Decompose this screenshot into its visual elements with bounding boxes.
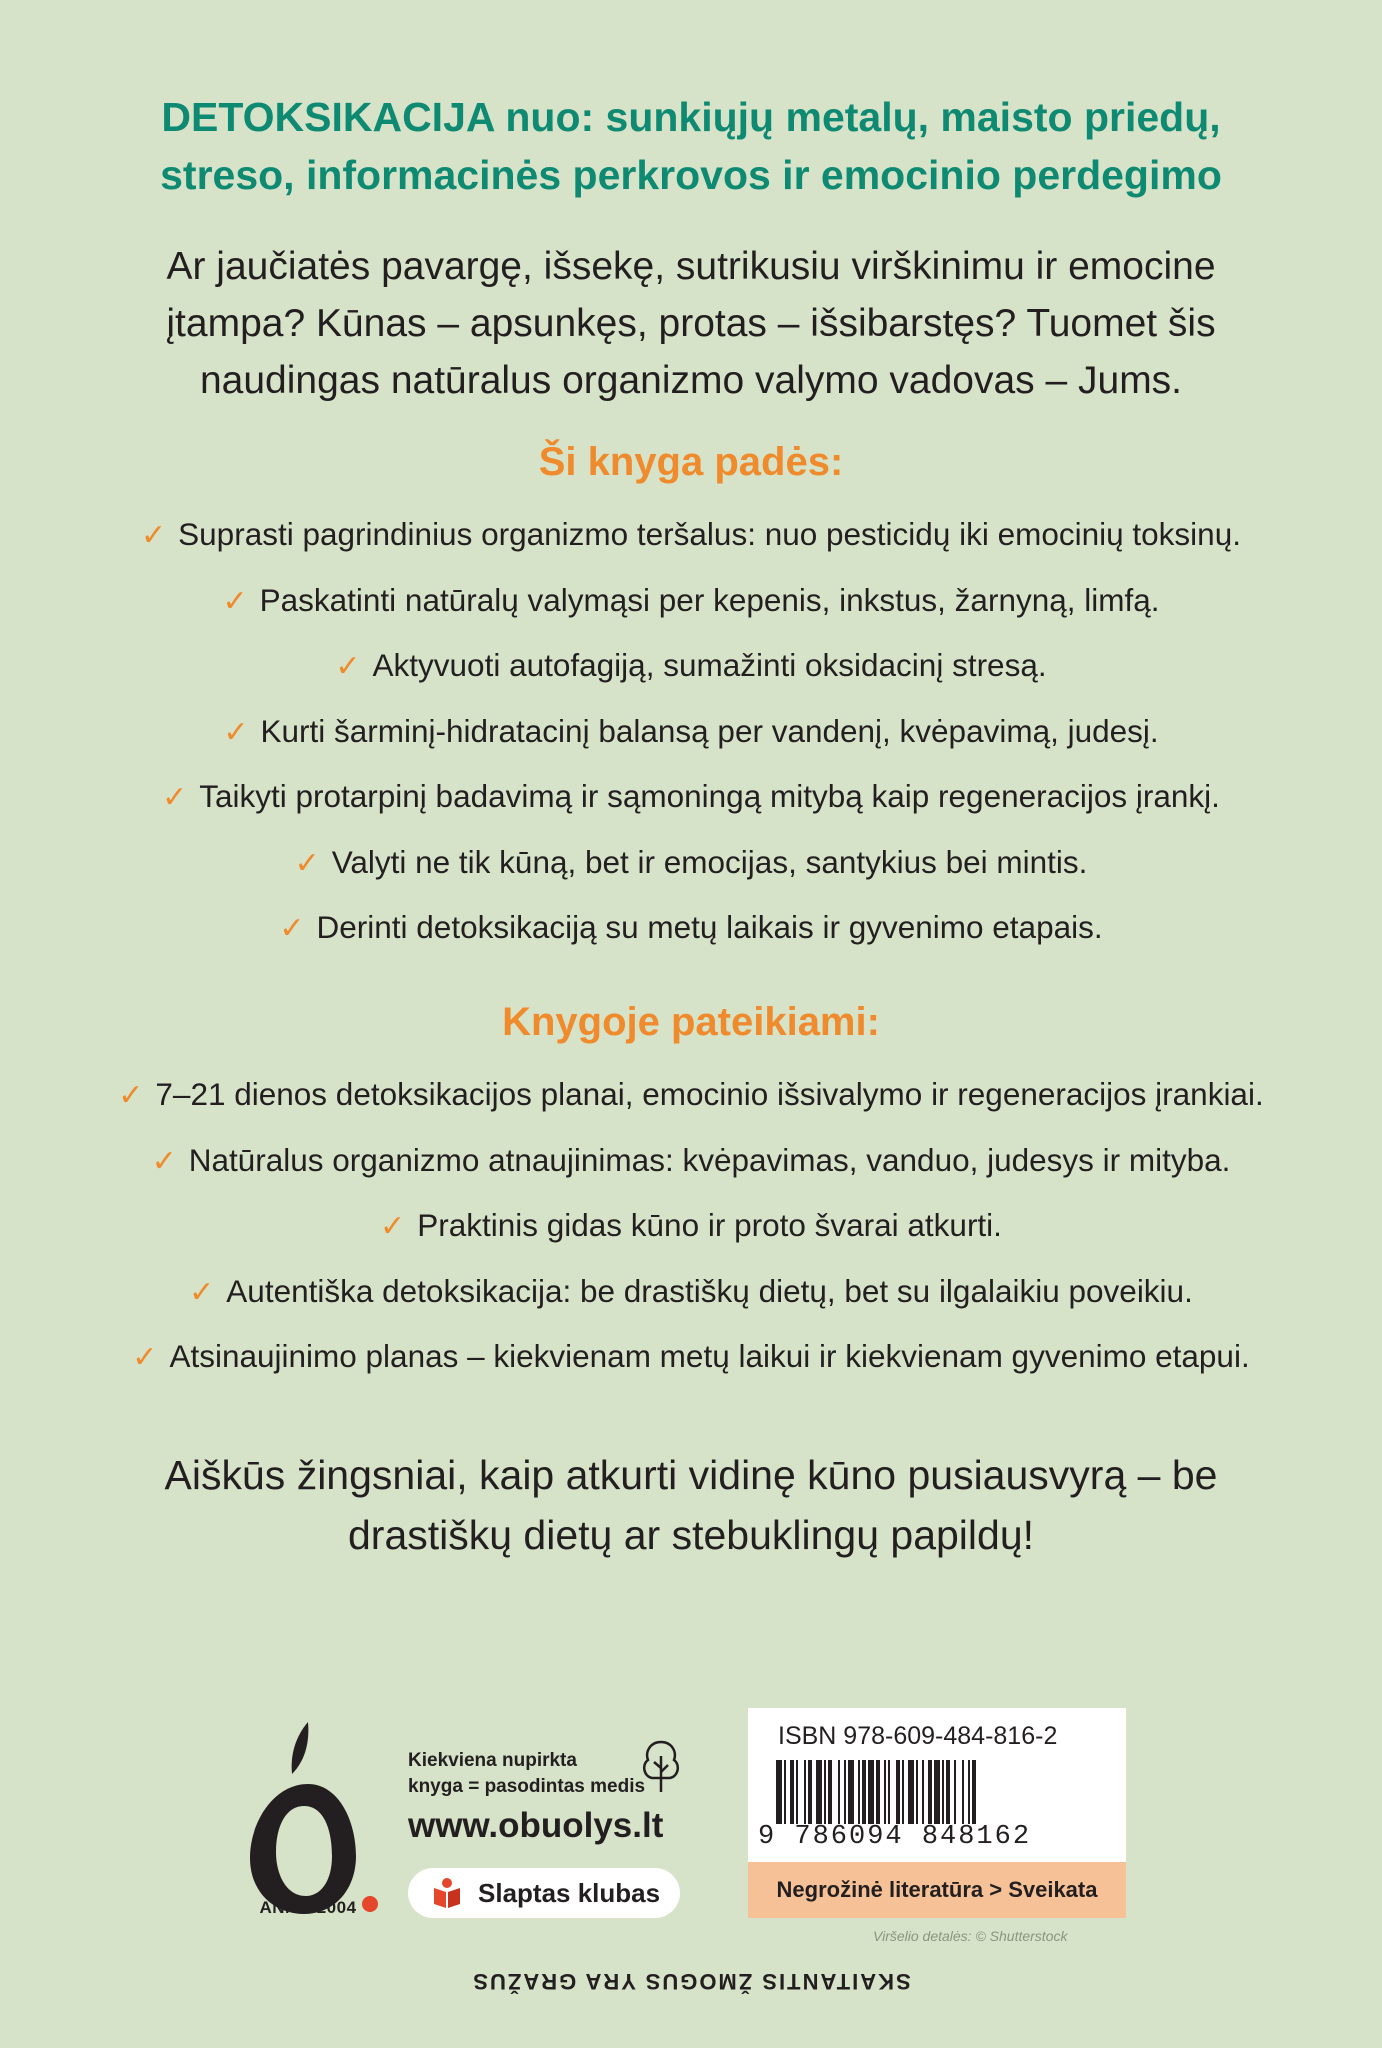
isbn-number: ISBN 978-609-484-816-2: [778, 1722, 1058, 1750]
barcode-bar: [928, 1760, 932, 1824]
list-item: ✓ Taikyti protarpinį badavimą ir sąmoningą mitybą kaip regeneracijos įrankį.: [162, 778, 1220, 814]
intro-line-3: naudingas natūralus organizmo valymo vadovas – Jums.: [199, 359, 1183, 402]
tree-icon: [640, 1738, 682, 1794]
barcode-bar: [828, 1760, 832, 1824]
closing-line-2: drastiškų dietų ar stebuklingų papildų!: [347, 1512, 1035, 1558]
secret-club-label: Slaptas klubas: [478, 1877, 661, 1908]
barcode-bar: [804, 1760, 806, 1824]
barcode-bar: [968, 1760, 970, 1824]
check-icon: ✓: [132, 1341, 158, 1374]
barcode-bar: [884, 1760, 886, 1824]
barcode-bar: [824, 1760, 826, 1824]
barcode-bar: [808, 1760, 812, 1824]
upside-down-slogan: SKAITANTIS ŽMOGUS YRA GRAŽUS: [471, 1969, 911, 1994]
barcode-bar: [816, 1760, 822, 1824]
barcode-bar: [862, 1760, 866, 1824]
barcode-bar: [922, 1760, 924, 1824]
headline-line-1: DETOKSIKACIJA nuo: sunkiųjų metalų, maisto priedų,: [161, 94, 1221, 140]
barcode-bar: [868, 1760, 874, 1824]
barcode-bar: [844, 1760, 846, 1824]
barcode-bar: [908, 1760, 914, 1824]
barcode-bar: [776, 1760, 782, 1824]
check-icon: ✓: [380, 1210, 406, 1243]
benefits-list: [40, 502, 1342, 961]
cover-credit: Viršelio detalės: © Shutterstock: [873, 1928, 1068, 1944]
check-icon: ✓: [118, 1079, 144, 1112]
section-title-benefits: Ši knyga padės:: [538, 440, 844, 484]
list-item: ✓ Valyti ne tik kūną, bet ir emocijas, santykius bei mintis.: [294, 843, 1088, 880]
barcode-bar: [934, 1760, 940, 1824]
list-item: ✓ Natūralus organizmo atnaujinimas: kvėpavimas, vanduo, judesys ir mityba.: [151, 1141, 1231, 1178]
check-icon: ✓: [335, 650, 361, 683]
check-icon: ✓: [223, 715, 249, 749]
check-icon: ✓: [279, 912, 305, 945]
publisher-logo-icon: [238, 1718, 378, 1918]
list-item: ✓ 7–21 dienos detoksikacijos planai, emocinio išsivalymo ir regeneracijos įrankiai.: [118, 1076, 1264, 1112]
barcode-bar: [848, 1760, 854, 1824]
barcode-bar: [784, 1760, 786, 1824]
list-item: ✓ Praktinis gidas kūno ir proto švarai atkurti.: [380, 1207, 1002, 1243]
barcode-bar: [916, 1760, 918, 1824]
closing-line-1: Aiškūs žingsniai, kaip atkurti vidinę kūno pusiausvyrą – be: [164, 1452, 1218, 1498]
list-item: ✓ Atsinaujinimo planas – kiekvienam metų laikui ir kiekvienam gyvenimo etapui.: [132, 1338, 1250, 1374]
intro-line-1: Ar jaučiatės pavargę, išsekę, sutrikusiu virškinimu ir emocine: [166, 245, 1216, 288]
barcode-bar: [876, 1760, 880, 1824]
barcode-block: [748, 1708, 1126, 1918]
barcode-bar: [896, 1760, 900, 1824]
list-item: ✓ Autentiška detoksikacija: be drastiškų dietų, bet su ilgalaikiu poveikiu.: [189, 1272, 1193, 1309]
check-icon: ✓: [151, 1144, 177, 1178]
secret-club-button[interactable]: [408, 1868, 680, 1918]
barcode-bar: [946, 1760, 950, 1824]
tree-slogan-line-2: knyga = pasodintas medis: [408, 1776, 646, 1797]
barcode-bars: [776, 1760, 1098, 1824]
intro-line-2: įtampa? Kūnas – apsunkęs, protas – išsibarstęs? Tuomet šis: [166, 302, 1216, 345]
barcode-bar: [902, 1760, 904, 1824]
headline: [80, 88, 1302, 204]
headline-line-2: streso, informacinės perkrovos ir emocinio perdegimo: [160, 152, 1222, 198]
book-reader-icon: [430, 1876, 464, 1910]
barcode-bar: [790, 1760, 794, 1824]
check-icon: ✓: [141, 519, 167, 552]
barcode-bar: [954, 1760, 956, 1824]
list-item: ✓ Suprasti pagrindinius organizmo teršalus: nuo pesticidų iki emocinių toksinų.: [141, 516, 1241, 552]
list-item: ✓ Kurti šarminį-hidratacinį balansą per vandenį, kvėpavimą, judesį.: [223, 712, 1159, 749]
section-title-contents: Knygoje pateikiami:: [502, 1000, 880, 1044]
barcode-bar: [888, 1760, 890, 1824]
barcode-bar: [796, 1760, 798, 1824]
check-icon: ✓: [189, 1275, 215, 1309]
contents-list: [40, 1062, 1342, 1390]
check-icon: ✓: [294, 846, 320, 880]
barcode-bar: [962, 1760, 964, 1824]
barcode-bar: [858, 1760, 860, 1824]
tree-slogan-line-1: Kiekviena nupirkta: [408, 1750, 577, 1771]
barcode-digits: 9 786094 848162: [758, 1822, 1032, 1852]
intro-paragraph: [130, 238, 1252, 409]
list-item: ✓ Derinti detoksikaciją su metų laikais ir gyvenimo etapais.: [279, 909, 1103, 945]
barcode-bar: [838, 1760, 840, 1824]
closing-statement: [120, 1445, 1262, 1565]
list-item: ✓ Aktyvuoti autofagiją, sumažinti oksidacinį stresą.: [335, 647, 1047, 683]
barcode-bar: [942, 1760, 944, 1824]
genre-label: Negrožinė literatūra > Sveikata: [748, 1862, 1126, 1918]
check-icon: ✓: [162, 781, 188, 814]
anno-label: ANNO 2004: [259, 1898, 357, 1917]
barcode-bar: [972, 1760, 976, 1824]
list-item: ✓ Paskatinti natūralų valymąsi per kepenis, inkstus, žarnyną, limfą.: [222, 581, 1160, 618]
check-icon: ✓: [222, 584, 248, 618]
website-link[interactable]: www.obuolys.lt: [408, 1806, 664, 1845]
